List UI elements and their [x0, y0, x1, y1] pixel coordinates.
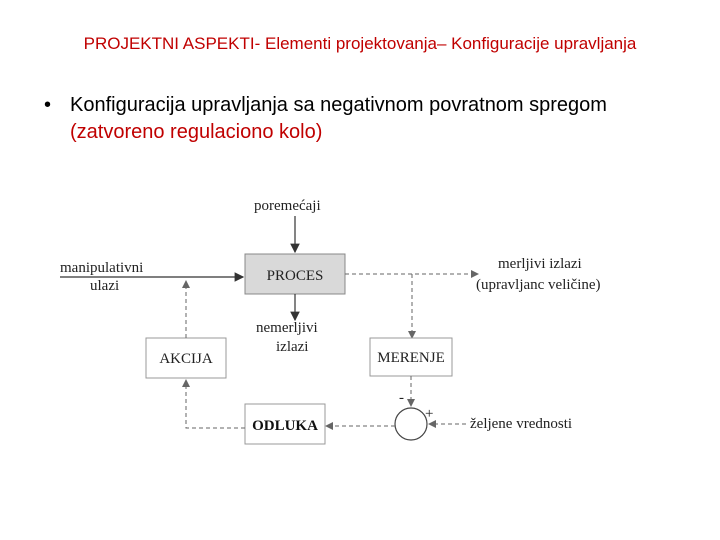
measured-outputs-label-2: (upravljanc veličine): [476, 277, 601, 293]
measurement-label: MERENJE: [377, 350, 445, 366]
setpoints-label: željene vrednosti: [470, 416, 573, 432]
comparator-circle: [395, 408, 427, 440]
process-label: PROCES: [266, 268, 324, 284]
slide-title: PROJEKTNI ASPEKTI- Elementi projektovanja– Konfiguracije upravljanja: [83, 34, 637, 53]
decision-to-action-line: [186, 380, 245, 428]
unmeasured-outputs-label-2: izlazi: [276, 339, 309, 355]
measured-outputs-label-1: merljivi izlazi: [498, 256, 582, 272]
disturbances-label: poremećaji: [254, 198, 321, 214]
unmeasured-outputs-label-1: nemerljivi: [256, 320, 318, 336]
bullet-text-main: Konfiguracija upravljanja sa negativnom povratnom spregom: [70, 94, 607, 116]
plus-sign: +: [425, 406, 434, 422]
action-label: AKCIJA: [159, 351, 213, 367]
manipulated-inputs-label-1: manipulativni: [60, 260, 144, 276]
decision-label: ODLUKA: [252, 418, 318, 434]
minus-sign: -: [399, 390, 404, 406]
bullet-text-parenthetical: (zatvoreno regulaciono kolo): [70, 121, 323, 143]
manipulated-inputs-label-2: ulazi: [90, 278, 120, 294]
bullet-marker: •: [44, 94, 52, 116]
